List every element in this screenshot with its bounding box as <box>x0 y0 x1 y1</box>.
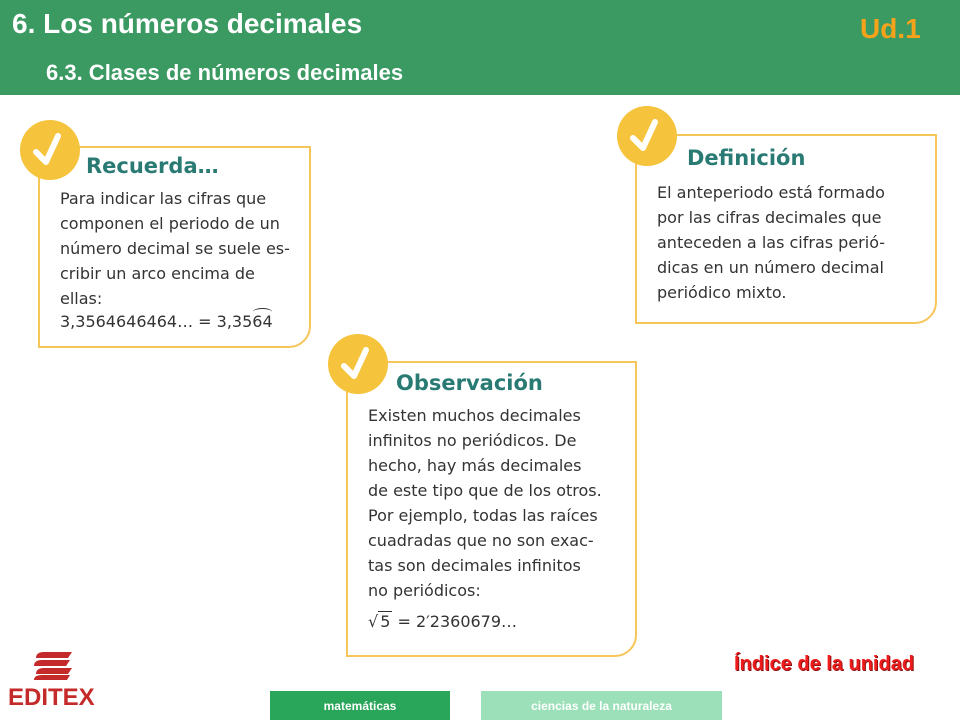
recuerda-line: cribir un arco encima de <box>60 264 255 283</box>
square-root-icon: √ <box>368 612 379 631</box>
definicion-line: por las cifras decimales que <box>657 208 882 227</box>
definicion-card <box>635 134 937 324</box>
unit-label: Ud.1 <box>860 13 921 44</box>
observacion-line: hecho, hay más decimales <box>368 456 582 475</box>
section-subtitle: 6.3. Clases de números decimales <box>46 60 404 85</box>
observacion-text <box>368 403 620 603</box>
recuerda-formula-period-digits: 64 <box>252 312 273 331</box>
recuerda-text <box>60 186 294 311</box>
observacion-line: tas son decimales infinitos <box>368 556 581 575</box>
definicion-line: anteceden a las cifras perió- <box>657 233 886 252</box>
period-arc-icon <box>253 308 271 316</box>
book-stack-icon <box>30 648 80 682</box>
definicion-line: periódico mixto. <box>657 283 787 302</box>
definicion-line: El anteperiodo está formado <box>657 183 885 202</box>
recuerda-formula <box>60 312 273 331</box>
observacion-line: Por ejemplo, todas las raíces <box>368 506 598 525</box>
observacion-line: de este tipo que de los otros. <box>368 481 602 500</box>
recuerda-formula-period <box>252 312 272 331</box>
recuerda-formula-main: 3,3564646464… = 3,35 <box>60 312 253 331</box>
observacion-formula-value: = 2′2360679… <box>392 612 518 631</box>
recuerda-line: número decimal se suele es- <box>60 239 290 258</box>
definicion-line: dicas en un número decimal <box>657 258 884 277</box>
observacion-formula <box>368 612 517 631</box>
checkmark-icon <box>20 120 80 180</box>
checkmark-icon <box>617 106 677 166</box>
definicion-title: Definición <box>687 146 806 170</box>
recuerda-title: Recuerda… <box>86 154 219 178</box>
recuerda-line: Para indicar las cifras que <box>60 189 267 208</box>
checkmark-icon <box>328 334 388 394</box>
observacion-title: Observación <box>396 371 543 395</box>
tab-ciencias-naturaleza[interactable]: ciencias de la naturaleza <box>481 691 722 720</box>
observacion-radicand: 5 <box>380 612 391 631</box>
page-title: 6. Los números decimales <box>12 8 363 39</box>
editex-logo <box>8 648 108 714</box>
observacion-line: no periódicos: <box>368 581 481 600</box>
unit-index-link[interactable]: Índice de la unidad <box>734 653 915 675</box>
observacion-line: cuadradas que no son exac- <box>368 531 594 550</box>
observacion-line: infinitos no periódicos. De <box>368 431 577 450</box>
recuerda-line: ellas: <box>60 289 103 308</box>
logo-text: EDITEX <box>8 684 95 711</box>
definicion-text <box>657 180 919 305</box>
observacion-line: Existen muchos decimales <box>368 406 581 425</box>
header-bar <box>0 0 960 95</box>
observacion-card <box>346 361 637 657</box>
recuerda-line: componen el periodo de un <box>60 214 280 233</box>
tab-matematicas[interactable]: matemáticas <box>270 691 450 720</box>
